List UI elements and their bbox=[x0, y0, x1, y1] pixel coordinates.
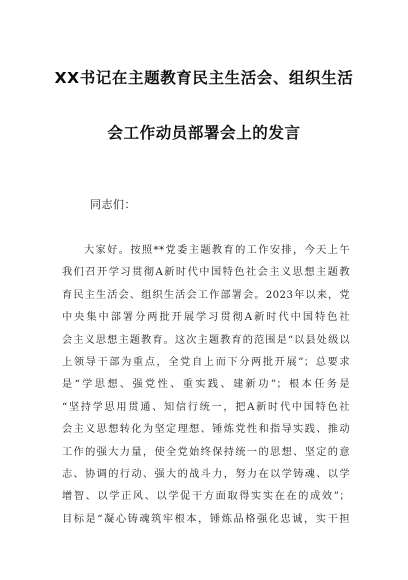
body-line: 增智、以学正风、以学促干方面取得实实在在的成效”； bbox=[62, 491, 350, 503]
document-title-line-2: 会工作动员部署会上的发言 bbox=[107, 124, 301, 142]
body-line: 上领导干部为重点，全党自上而下分两批开展”；总要求 bbox=[62, 356, 350, 368]
body-paragraph bbox=[62, 240, 350, 531]
body-line: “坚持学思用贯通、知信行统一，把A新时代中国特色社 bbox=[62, 401, 350, 413]
body-line: 志、协调的行动、强大的战斗力，努力在以学铸魂、以学 bbox=[62, 468, 350, 480]
body-line: 目标是“凝心铸魂筑牢根本，锤炼品格强化忠诚，实干担 bbox=[62, 513, 350, 525]
body-line: 会主义思想转化为坚定理想、锤炼党性和指导实践、推动 bbox=[62, 424, 350, 436]
salutation: 同志们： bbox=[90, 198, 136, 211]
document-title-line-1: XX书记在主题教育民主生活会、组织生活 bbox=[54, 69, 354, 87]
body-line: 育民主生活会、组织生活会工作部署会。2023年以来，党 bbox=[62, 289, 350, 301]
body-line: 大家好。按照**党委主题教育的工作安排，今天上午 bbox=[84, 245, 350, 256]
body-line: 是“学思想、强党性、重实践、建新功”；根本任务是 bbox=[62, 379, 350, 391]
body-line: 工作的强大力量，使全党始终保持统一的思想、坚定的意 bbox=[62, 446, 350, 458]
body-line: 我们召开学习贯彻A新时代中国特色社会主义思想主题教 bbox=[62, 267, 350, 279]
body-line: 中央集中部署分两批开展学习贯彻A新时代中国特色社 bbox=[62, 312, 350, 324]
body-line: 会主义思想主题教育。这次主题教育的范围是“以县处级以 bbox=[62, 334, 350, 346]
